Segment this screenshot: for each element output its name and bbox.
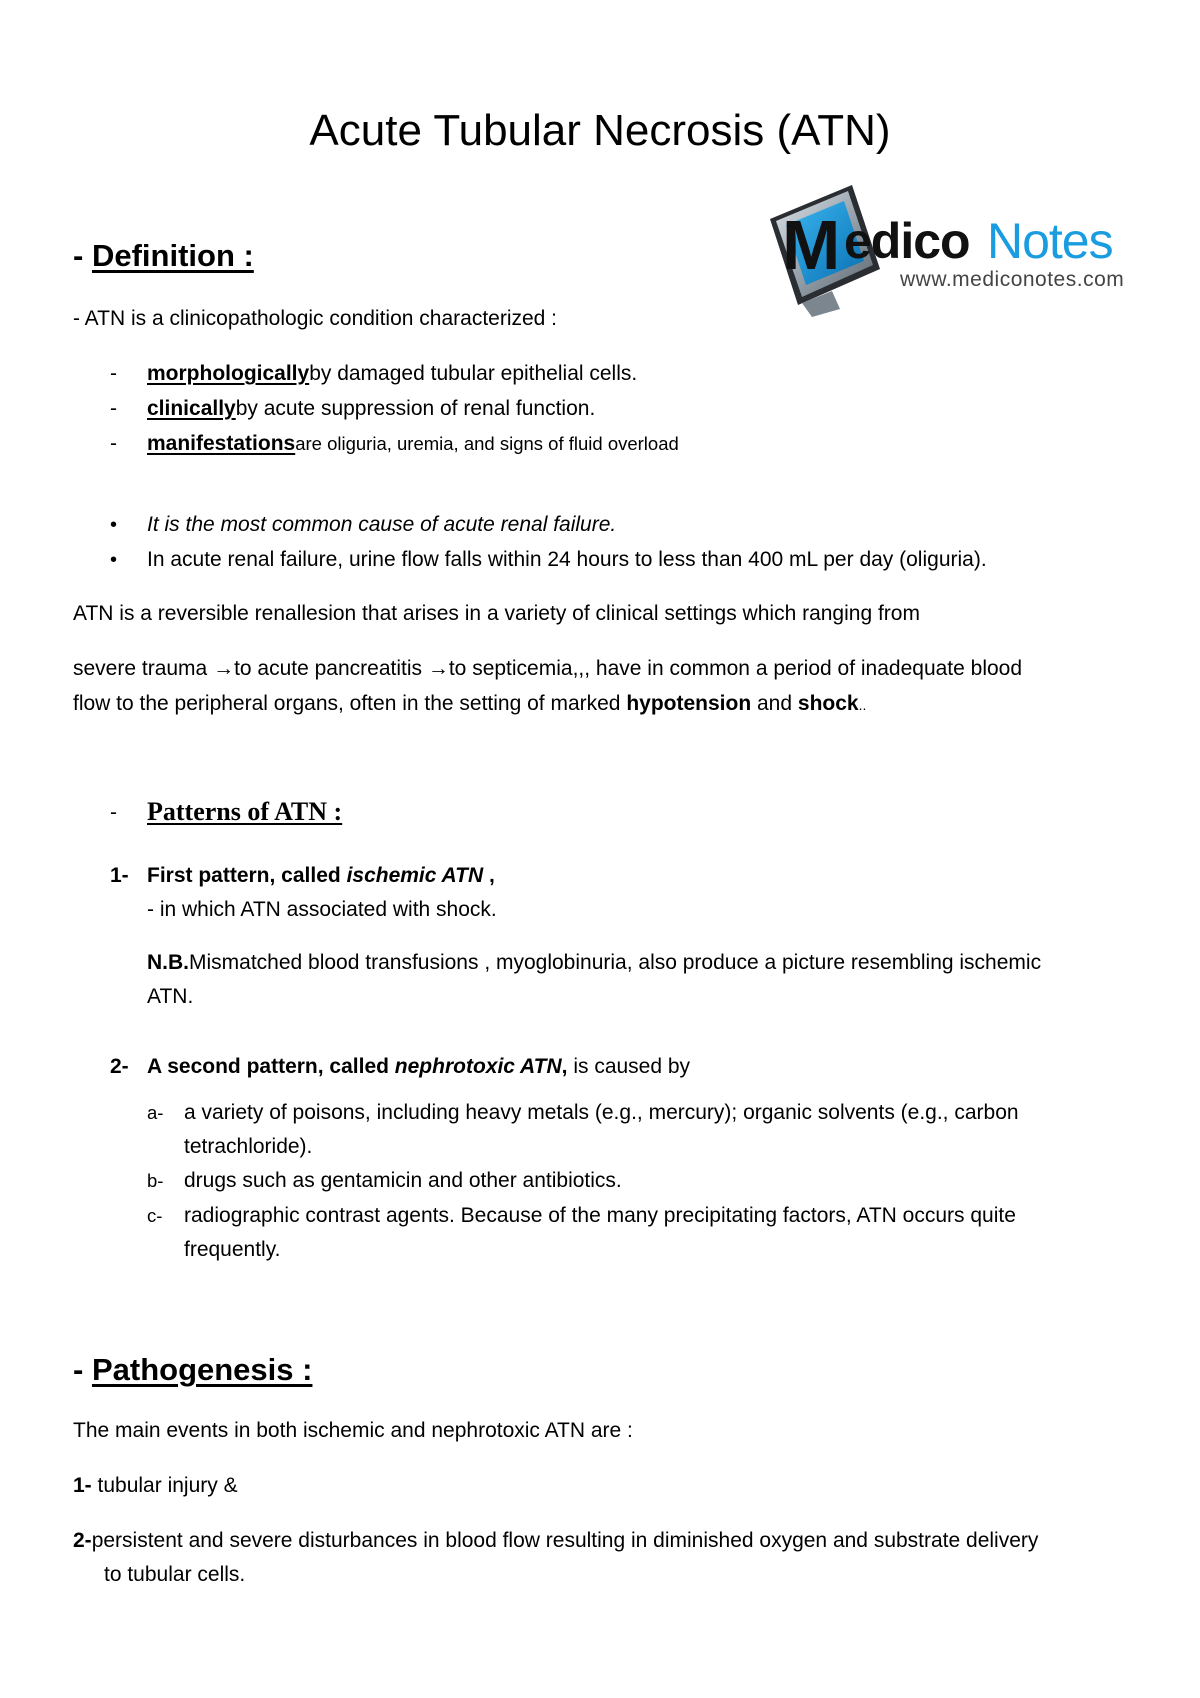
definition-intro: - ATN is a clinicopathologic condition characterized :	[73, 307, 558, 330]
sub-item: radiographic contrast agents. Because of the many precipitating factors, ATN occurs quite	[184, 1204, 1016, 1227]
term-rest: are oliguria, uremia, and signs of fluid overload	[295, 433, 679, 454]
sub-marker: b-	[147, 1170, 164, 1191]
page-title: Acute Tubular Necrosis (ATN)	[309, 106, 891, 155]
term-ischemic-atn: ischemic ATN	[346, 864, 484, 887]
pathogenesis-item-cont: to tubular cells.	[104, 1563, 246, 1586]
mediconotes-logo	[762, 185, 1166, 320]
text-span: ,	[483, 864, 495, 887]
bullet-item: It is the most common cause of acute renal failure.	[147, 513, 617, 536]
list-item	[147, 392, 595, 426]
definition-heading-text: Definition :	[91, 238, 254, 273]
text-span: tubular injury &	[91, 1474, 238, 1497]
bullet-item: In acute renal failure, urine flow falls within 24 hours to less than 400 mL per day (oliguria).	[147, 548, 987, 571]
pattern-title	[147, 859, 495, 893]
patterns-heading: Patterns of ATN :	[147, 797, 343, 826]
text-span: persistent and severe disturbances in blood flow resulting in diminished oxygen and substrate delivery	[91, 1529, 1039, 1552]
sub-item-cont: tetrachloride).	[184, 1135, 313, 1158]
text-span: A second pattern, called	[147, 1055, 395, 1078]
logo-edico: edico	[844, 213, 970, 269]
arrow-icon: →	[213, 657, 235, 680]
bullet-marker: •	[110, 514, 118, 536]
term-nephrotoxic-atn: nephrotoxic ATN	[394, 1055, 562, 1078]
definition-heading	[73, 236, 254, 276]
item-number: 1-	[73, 1474, 92, 1497]
paragraph: ATN is a reversible renallesion that arises in a variety of clinical settings which ranging from	[73, 602, 920, 625]
pathogenesis-dash: -	[73, 1352, 84, 1387]
pattern-number: 2-	[110, 1055, 129, 1078]
arrow-icon: →	[427, 657, 449, 680]
logo-m: M	[782, 206, 839, 284]
sub-item-cont: frequently.	[184, 1238, 281, 1261]
sub-item: a variety of poisons, including heavy metals (e.g., mercury); organic solvents (e.g., carbon	[184, 1101, 1019, 1124]
term-rest: by acute suppression of renal function.	[235, 397, 596, 420]
term-hypotension: hypotension	[626, 692, 752, 715]
pathogenesis-item	[73, 1524, 1038, 1558]
text-span: ..	[858, 697, 867, 713]
term-morphologically: morphologically	[147, 362, 310, 385]
text-span: and	[751, 692, 798, 715]
text-span: to septicemia,,, have in common a period of inadequate blood	[448, 657, 1023, 680]
list-marker: -	[110, 432, 117, 455]
text-span: ,	[561, 1055, 568, 1078]
list-item	[147, 357, 637, 391]
text-span: Mismatched blood transfusions , myoglobinuria, also produce a picture resembling ischemic	[189, 951, 1042, 974]
pattern-sub: - in which ATN associated with shock.	[147, 898, 497, 921]
nb-note-line	[147, 946, 1041, 980]
paragraph-line	[73, 687, 866, 722]
pattern-number: 1-	[110, 864, 129, 887]
text-span: flow to the peripheral organs, often in the setting of marked	[73, 692, 627, 715]
list-item	[147, 427, 679, 461]
paragraph-line	[73, 652, 1022, 686]
logo-url: www.mediconotes.com	[900, 268, 1125, 291]
list-marker: -	[110, 397, 117, 420]
text-span: is caused by	[567, 1055, 691, 1078]
sub-marker: c-	[147, 1205, 163, 1226]
pathogenesis-item	[73, 1469, 238, 1503]
pathogenesis-heading	[73, 1350, 312, 1390]
term-manifestations: manifestations	[147, 432, 296, 455]
text-span: to acute pancreatitis	[234, 657, 428, 680]
list-marker: -	[110, 362, 117, 385]
sub-item: drugs such as gentamicin and other antibiotics.	[184, 1169, 622, 1192]
term-clinically: clinically	[147, 397, 236, 420]
paragraph: The main events in both ischemic and nephrotoxic ATN are :	[73, 1419, 633, 1442]
logo-notes: Notes	[987, 213, 1113, 269]
patterns-marker: -	[110, 801, 117, 824]
definition-dash: -	[73, 238, 84, 273]
pathogenesis-heading-text: Pathogenesis :	[91, 1352, 313, 1387]
sub-marker: a-	[147, 1102, 164, 1123]
item-number: 2-	[73, 1529, 92, 1552]
nb-prefix: N.B.	[147, 951, 189, 974]
term-shock: shock	[797, 692, 859, 715]
bullet-marker: •	[110, 549, 118, 571]
nb-note-line: ATN.	[147, 985, 194, 1008]
text-span: severe trauma	[73, 657, 214, 680]
pattern-title	[147, 1050, 690, 1084]
term-rest: by damaged tubular epithelial cells.	[309, 362, 638, 385]
text-span: First pattern, called	[147, 864, 347, 887]
